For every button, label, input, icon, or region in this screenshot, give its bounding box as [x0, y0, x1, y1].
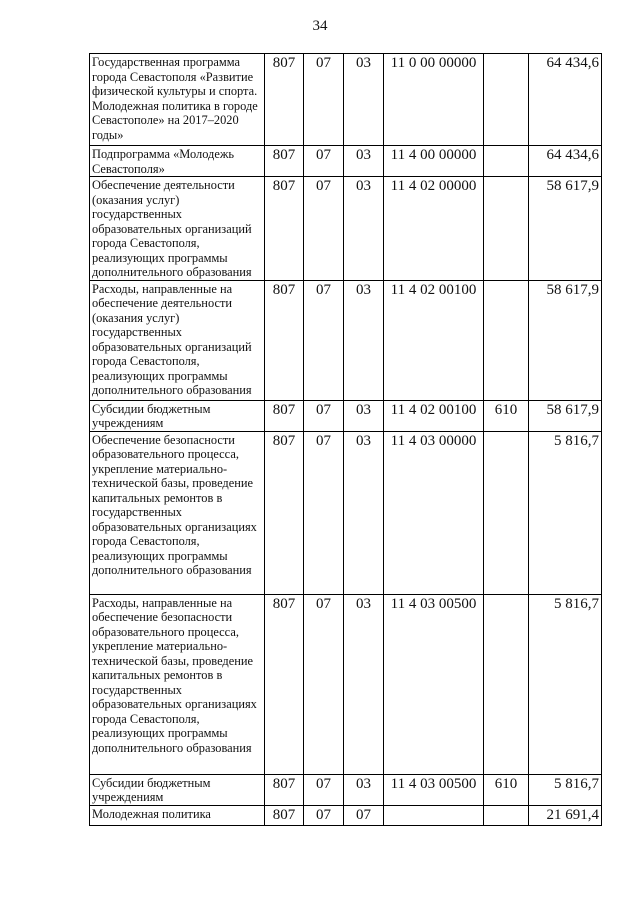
section-code: 07 — [304, 177, 344, 281]
target-item-code: 11 4 02 00100 — [384, 400, 484, 431]
table-row — [90, 594, 602, 774]
section-code: 07 — [304, 594, 344, 774]
ministry-code: 807 — [265, 280, 304, 400]
row-name: Субсидии бюджетным учреждениям — [90, 400, 265, 431]
section-code: 07 — [304, 54, 344, 146]
section-code: 07 — [304, 400, 344, 431]
target-item-code: 11 0 00 00000 — [384, 54, 484, 146]
ministry-code: 807 — [265, 177, 304, 281]
subsection-code: 07 — [344, 805, 384, 825]
ministry-code: 807 — [265, 805, 304, 825]
amount: 58 617,9 — [529, 400, 602, 431]
ministry-code: 807 — [265, 146, 304, 177]
ministry-code: 807 — [265, 594, 304, 774]
ministry-code: 807 — [265, 54, 304, 146]
section-code: 07 — [304, 805, 344, 825]
table-row — [90, 54, 602, 146]
subsection-code: 03 — [344, 146, 384, 177]
expense-type-code — [484, 594, 529, 774]
table-row — [90, 280, 602, 400]
expense-type-code: 610 — [484, 774, 529, 805]
target-item-code: 11 4 00 00000 — [384, 146, 484, 177]
subsection-code: 03 — [344, 400, 384, 431]
target-item-code: 11 4 03 00500 — [384, 594, 484, 774]
subsection-code: 03 — [344, 594, 384, 774]
table-row — [90, 431, 602, 594]
section-code: 07 — [304, 146, 344, 177]
table-row — [90, 400, 602, 431]
ministry-code: 807 — [265, 431, 304, 594]
amount: 5 816,7 — [529, 774, 602, 805]
expense-type-code — [484, 177, 529, 281]
target-item-code: 11 4 02 00000 — [384, 177, 484, 281]
section-code: 07 — [304, 774, 344, 805]
ministry-code: 807 — [265, 774, 304, 805]
expense-type-code — [484, 805, 529, 825]
expense-type-code: 610 — [484, 400, 529, 431]
row-name: Обеспечение деятельности (оказания услуг) государственных образовательных организаций города Севастополя, реализующих программы дополнительного образования — [90, 177, 265, 281]
row-name: Расходы, направленные на обеспечение деятельности (оказания услуг) государственных образовательных организаций города Севастополя, реализующих программы дополнительного образования — [90, 280, 265, 400]
subsection-code: 03 — [344, 431, 384, 594]
amount: 5 816,7 — [529, 594, 602, 774]
amount: 58 617,9 — [529, 280, 602, 400]
row-name: Обеспечение безопасности образовательного процесса, укрепление материально-технической базы, проведение капитальных ремонтов в государственных образовательных организациях города Севастополя, реализующих программы дополнительного образования — [90, 431, 265, 594]
row-name: Субсидии бюджетным учреждениям — [90, 774, 265, 805]
subsection-code: 03 — [344, 177, 384, 281]
table-row — [90, 146, 602, 177]
amount: 5 816,7 — [529, 431, 602, 594]
row-name: Государственная программа города Севастополя «Развитие физической культуры и спорта. Молодежная политика в городе Севастополе» на 2017–2020 годы» — [90, 54, 265, 146]
row-name: Расходы, направленные на обеспечение безопасности образовательного процесса, укрепление материально-технической базы, проведение капитальных ремонтов в государственных образовательных организациях города Севастополя, реализующих программы дополнительного образования — [90, 594, 265, 774]
row-name: Молодежная политика — [90, 805, 265, 825]
table-row — [90, 805, 602, 825]
page-number: 34 — [312, 18, 328, 34]
expense-type-code — [484, 431, 529, 594]
expense-type-code — [484, 280, 529, 400]
row-name: Подпрограмма «Молодежь Севастополя» — [90, 146, 265, 177]
target-item-code: 11 4 03 00000 — [384, 431, 484, 594]
amount: 64 434,6 — [529, 54, 602, 146]
subsection-code: 03 — [344, 280, 384, 400]
ministry-code: 807 — [265, 400, 304, 431]
table-row — [90, 774, 602, 805]
subsection-code: 03 — [344, 54, 384, 146]
target-item-code: 11 4 03 00500 — [384, 774, 484, 805]
expense-type-code — [484, 146, 529, 177]
section-code: 07 — [304, 280, 344, 400]
amount: 21 691,4 — [529, 805, 602, 825]
amount: 58 617,9 — [529, 177, 602, 281]
section-code: 07 — [304, 431, 344, 594]
expense-type-code — [484, 54, 529, 146]
target-item-code: 11 4 02 00100 — [384, 280, 484, 400]
target-item-code — [384, 805, 484, 825]
subsection-code: 03 — [344, 774, 384, 805]
budget-table — [89, 53, 602, 826]
table-row — [90, 177, 602, 281]
amount: 64 434,6 — [529, 146, 602, 177]
